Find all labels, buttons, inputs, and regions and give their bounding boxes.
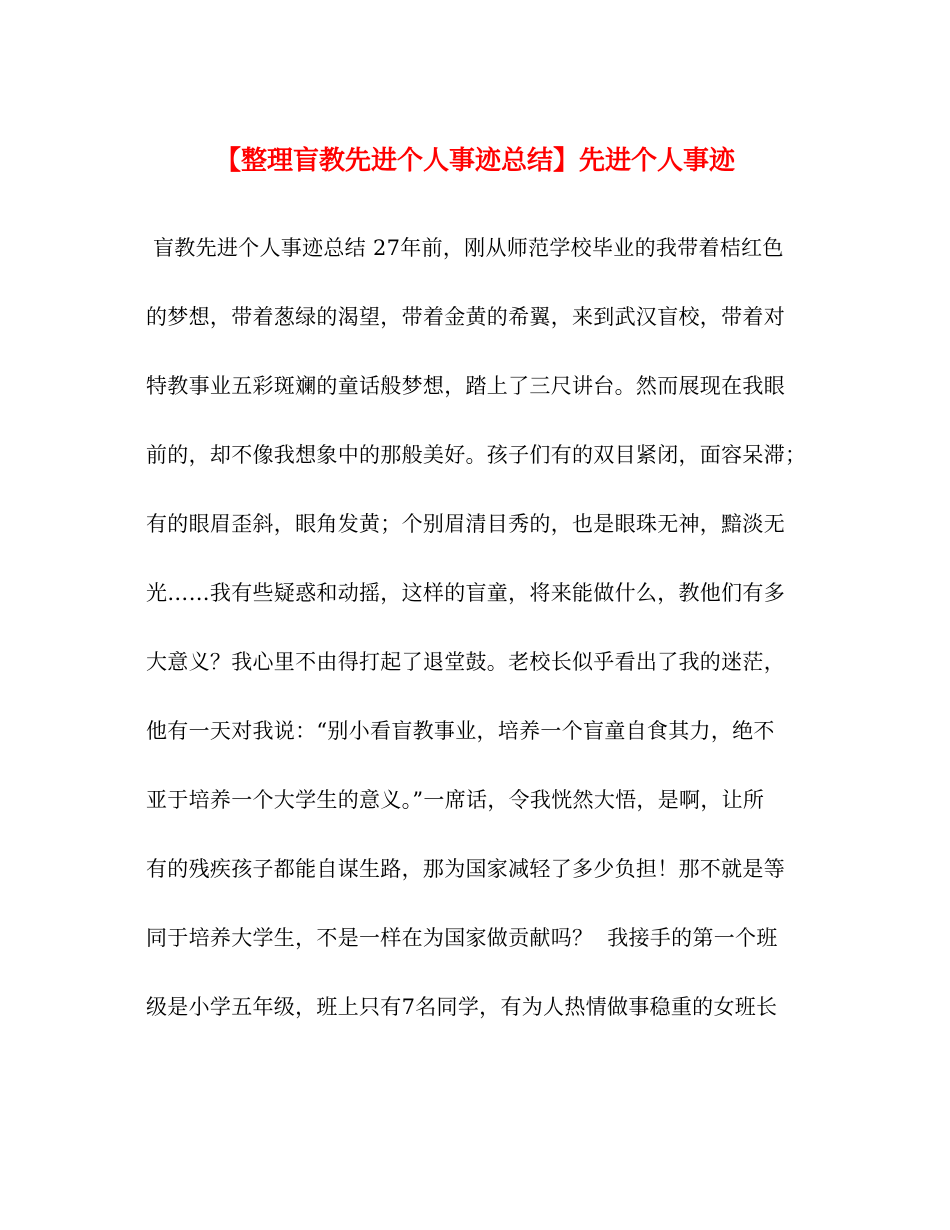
body-line: 有的眼眉歪斜，眼角发黄；个别眉清目秀的，也是眼珠无神，黯淡无 — [146, 512, 785, 536]
body-line: 盲教先进个人事迹总结 27年前，刚从师范学校毕业的我带着桔红色 — [146, 236, 784, 260]
body-line: 有的残疾孩子都能自谋生路，那为国家减轻了多少负担！那不就是等 — [146, 857, 785, 881]
document-body — [146, 230, 826, 1058]
body-line: 的梦想，带着葱绿的渴望，带着金黄的希翼，来到武汉盲校，带着对 — [146, 305, 785, 329]
body-line: 前的，却不像我想象中的那般美好。孩子们有的双目紧闭，面容呆滞； — [146, 443, 807, 467]
body-line: 亚于培养一个大学生的意义。”一席话，令我恍然大悟，是啊，让所 — [146, 788, 765, 812]
body-line: 他有一天对我说：“别小看盲教事业，培养一个盲童自食其力，绝不 — [146, 719, 775, 743]
body-line: 同于培养大学生，不是一样在为国家做贡献吗？ 我接手的第一个班 — [146, 926, 778, 950]
body-line: 光……我有些疑惑和动摇，这样的盲童，将来能做什么，教他们有多 — [146, 581, 785, 605]
body-line: 特教事业五彩斑斓的童话般梦想，踏上了三尺讲台。然而展现在我眼 — [146, 374, 785, 398]
body-line: 级是小学五年级，班上只有7名同学，有为人热情做事稳重的女班长 — [146, 995, 778, 1019]
document-title: 【整理盲教先进个人事迹总结】先进个人事迹 — [214, 146, 735, 176]
body-line: 大意义？我心里不由得打起了退堂鼓。老校长似乎看出了我的迷茫， — [146, 650, 785, 674]
